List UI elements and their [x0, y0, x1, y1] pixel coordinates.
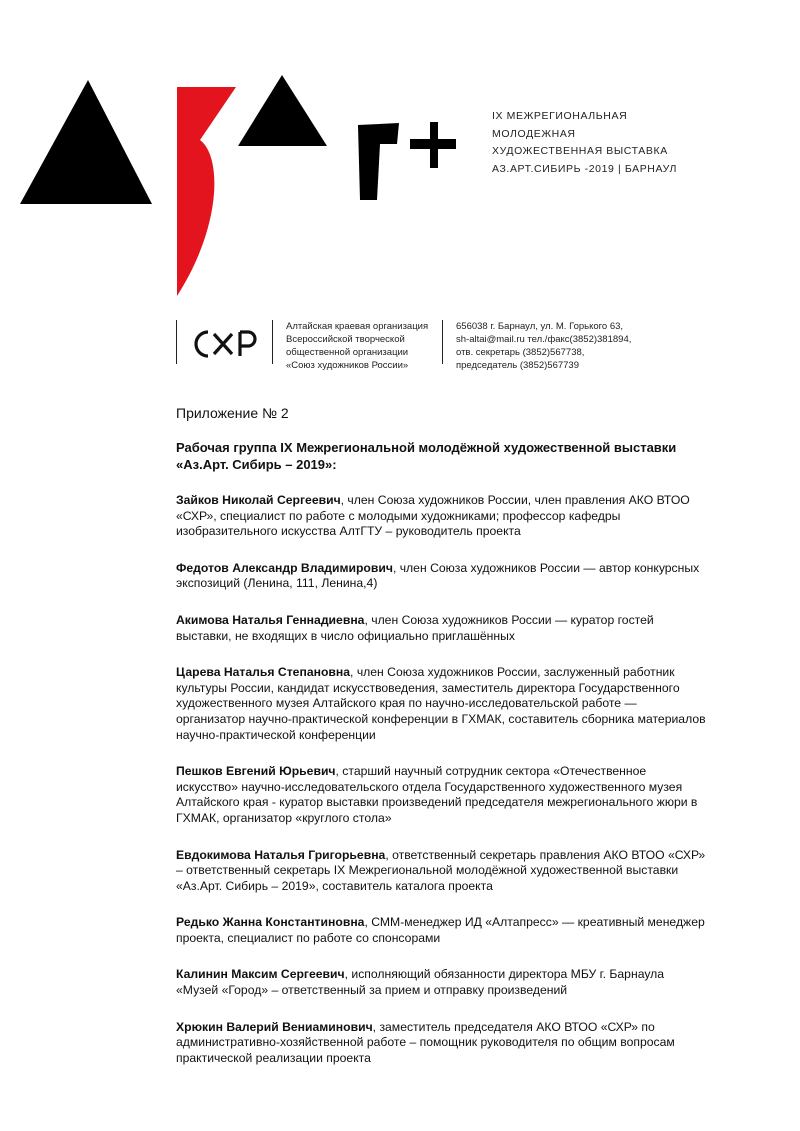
member-name: Калинин Максим Сергеевич: [176, 967, 345, 982]
appendix-label: Приложение № 2: [176, 405, 289, 421]
member-entry: [176, 665, 706, 743]
member-name: Царева Наталья Степановна: [176, 665, 351, 680]
event-title-line: ХУДОЖЕСТВЕННАЯ ВЫСТАВКА: [492, 145, 668, 157]
member-name: Хрюкин Валерий Вениаминович: [176, 1019, 373, 1034]
working-group-heading: Рабочая группа IX Межрегиональной молодёжной художественной выставки «Аз.Арт. Сибирь – 2019»:: [176, 440, 677, 472]
divider: [176, 320, 177, 364]
contact-line: 656038 г. Барнаул, ул. М. Горького 63,: [456, 321, 624, 332]
document-body: [176, 404, 706, 1087]
event-title-line: АЗ.АРТ.СИБИРЬ -2019 | БАРНАУЛ: [492, 162, 678, 175]
member-entry: [176, 493, 706, 540]
member-name: Евдокимова Наталья Григорьевна: [176, 847, 386, 862]
member-role: , старший научный сотрудник сектора «Отечественное искусство» научно-исследовательского отдела Государственного художественного музея Алтайского края - куратор выставки произведений председателя межрегионального жюри в ГХМАК, организатор «круглого стола»: [176, 764, 698, 825]
event-title: [492, 108, 677, 178]
event-title-line: МОЛОДЕЖНАЯ: [492, 127, 576, 140]
divider: [272, 320, 273, 364]
contact-line: отв. секретарь (3852)567738,: [456, 347, 585, 358]
member-name: Акимова Наталья Геннадиевна: [176, 612, 365, 627]
member-role: , заместитель председателя АКО ВТОО «СХР» по административно-хозяйственной работе – помощник руководителя по общим вопросам практической реализации проекта: [176, 1019, 675, 1065]
logo-red-z: [177, 87, 236, 296]
contact-line: председатель (3852)567739: [456, 360, 579, 371]
organization-name-line: «Союз художников России»: [286, 360, 409, 371]
logo-plus-icon: [410, 122, 456, 168]
member-name: Редько Жанна Константиновна: [176, 915, 365, 930]
shr-logo: [186, 324, 266, 364]
logo-g-shape: [358, 123, 399, 200]
contact-line: sh-altai@mail.ru тел./факс(3852)381894,: [456, 334, 632, 345]
member-role: , член Союза художников России — куратор гостей выставки, не входящих в число официально приглашённых: [176, 612, 654, 643]
organization-name-line: Всероссийской творческой: [286, 334, 405, 345]
member-role: , СММ-менеджер ИД «Алтапресс» — креативный менеджер проекта, специалист по работе со спонсорами: [176, 915, 705, 945]
member-role: , ответственный секретарь правления АКО ВТОО «СХР» – ответственный секретарь IX Межрегиональной молодёжной художественной выставки «Аз.Арт. Сибирь – 2019», составитель каталога проекта: [176, 847, 706, 893]
member-role: , исполняющий обязанности директора МБУ г. Барнаула «Музей «Город» – ответственный за прием и отправку произведений: [176, 967, 665, 998]
member-entry: [176, 613, 706, 644]
organization-name-line: общественной организации: [286, 347, 409, 358]
member-role: , член Союза художников России, член правления АКО ВТОО «СХР», специалист по работе с молодыми художниками; профессор кафедры изобразительного искусства АлтГТУ – руководитель проекта: [176, 493, 690, 539]
member-entry: [176, 764, 706, 826]
member-name: Федотов Александр Владимирович: [176, 560, 393, 575]
member-entry: [176, 848, 706, 895]
member-role: , член Союза художников России — автор конкурсных экспозиций (Ленина, 111, Ленина,4): [176, 560, 700, 591]
member-name: Зайков Николай Сергеевич: [176, 493, 341, 507]
divider: [442, 320, 443, 364]
organization-contacts: [456, 320, 631, 372]
logo-triangle-small: [238, 75, 327, 146]
exhibition-logo: [0, 0, 480, 300]
event-title-line: IX МЕЖРЕГИОНАЛЬНАЯ: [492, 110, 628, 122]
member-role: , член Союза художников России, заслуженный работник культуры России, кандидат искусствоведения, заместитель директора Государственного художественного музея Алтайского края по научно-исследовательской работе — организатор научно-практической конференции в ГХМАК, составитель сборника материалов научно-практической конференции: [176, 665, 706, 742]
member-entry: [176, 915, 706, 946]
organization-name: [286, 320, 428, 372]
logo-triangle-large: [20, 80, 152, 204]
organization-name-line: Алтайская краевая организация: [286, 321, 429, 332]
member-entry: [176, 561, 706, 592]
member-name: Пешков Евгений Юрьевич: [176, 764, 336, 779]
member-entry: [176, 1020, 706, 1067]
member-entry: [176, 967, 706, 998]
organization-header: [176, 316, 656, 371]
